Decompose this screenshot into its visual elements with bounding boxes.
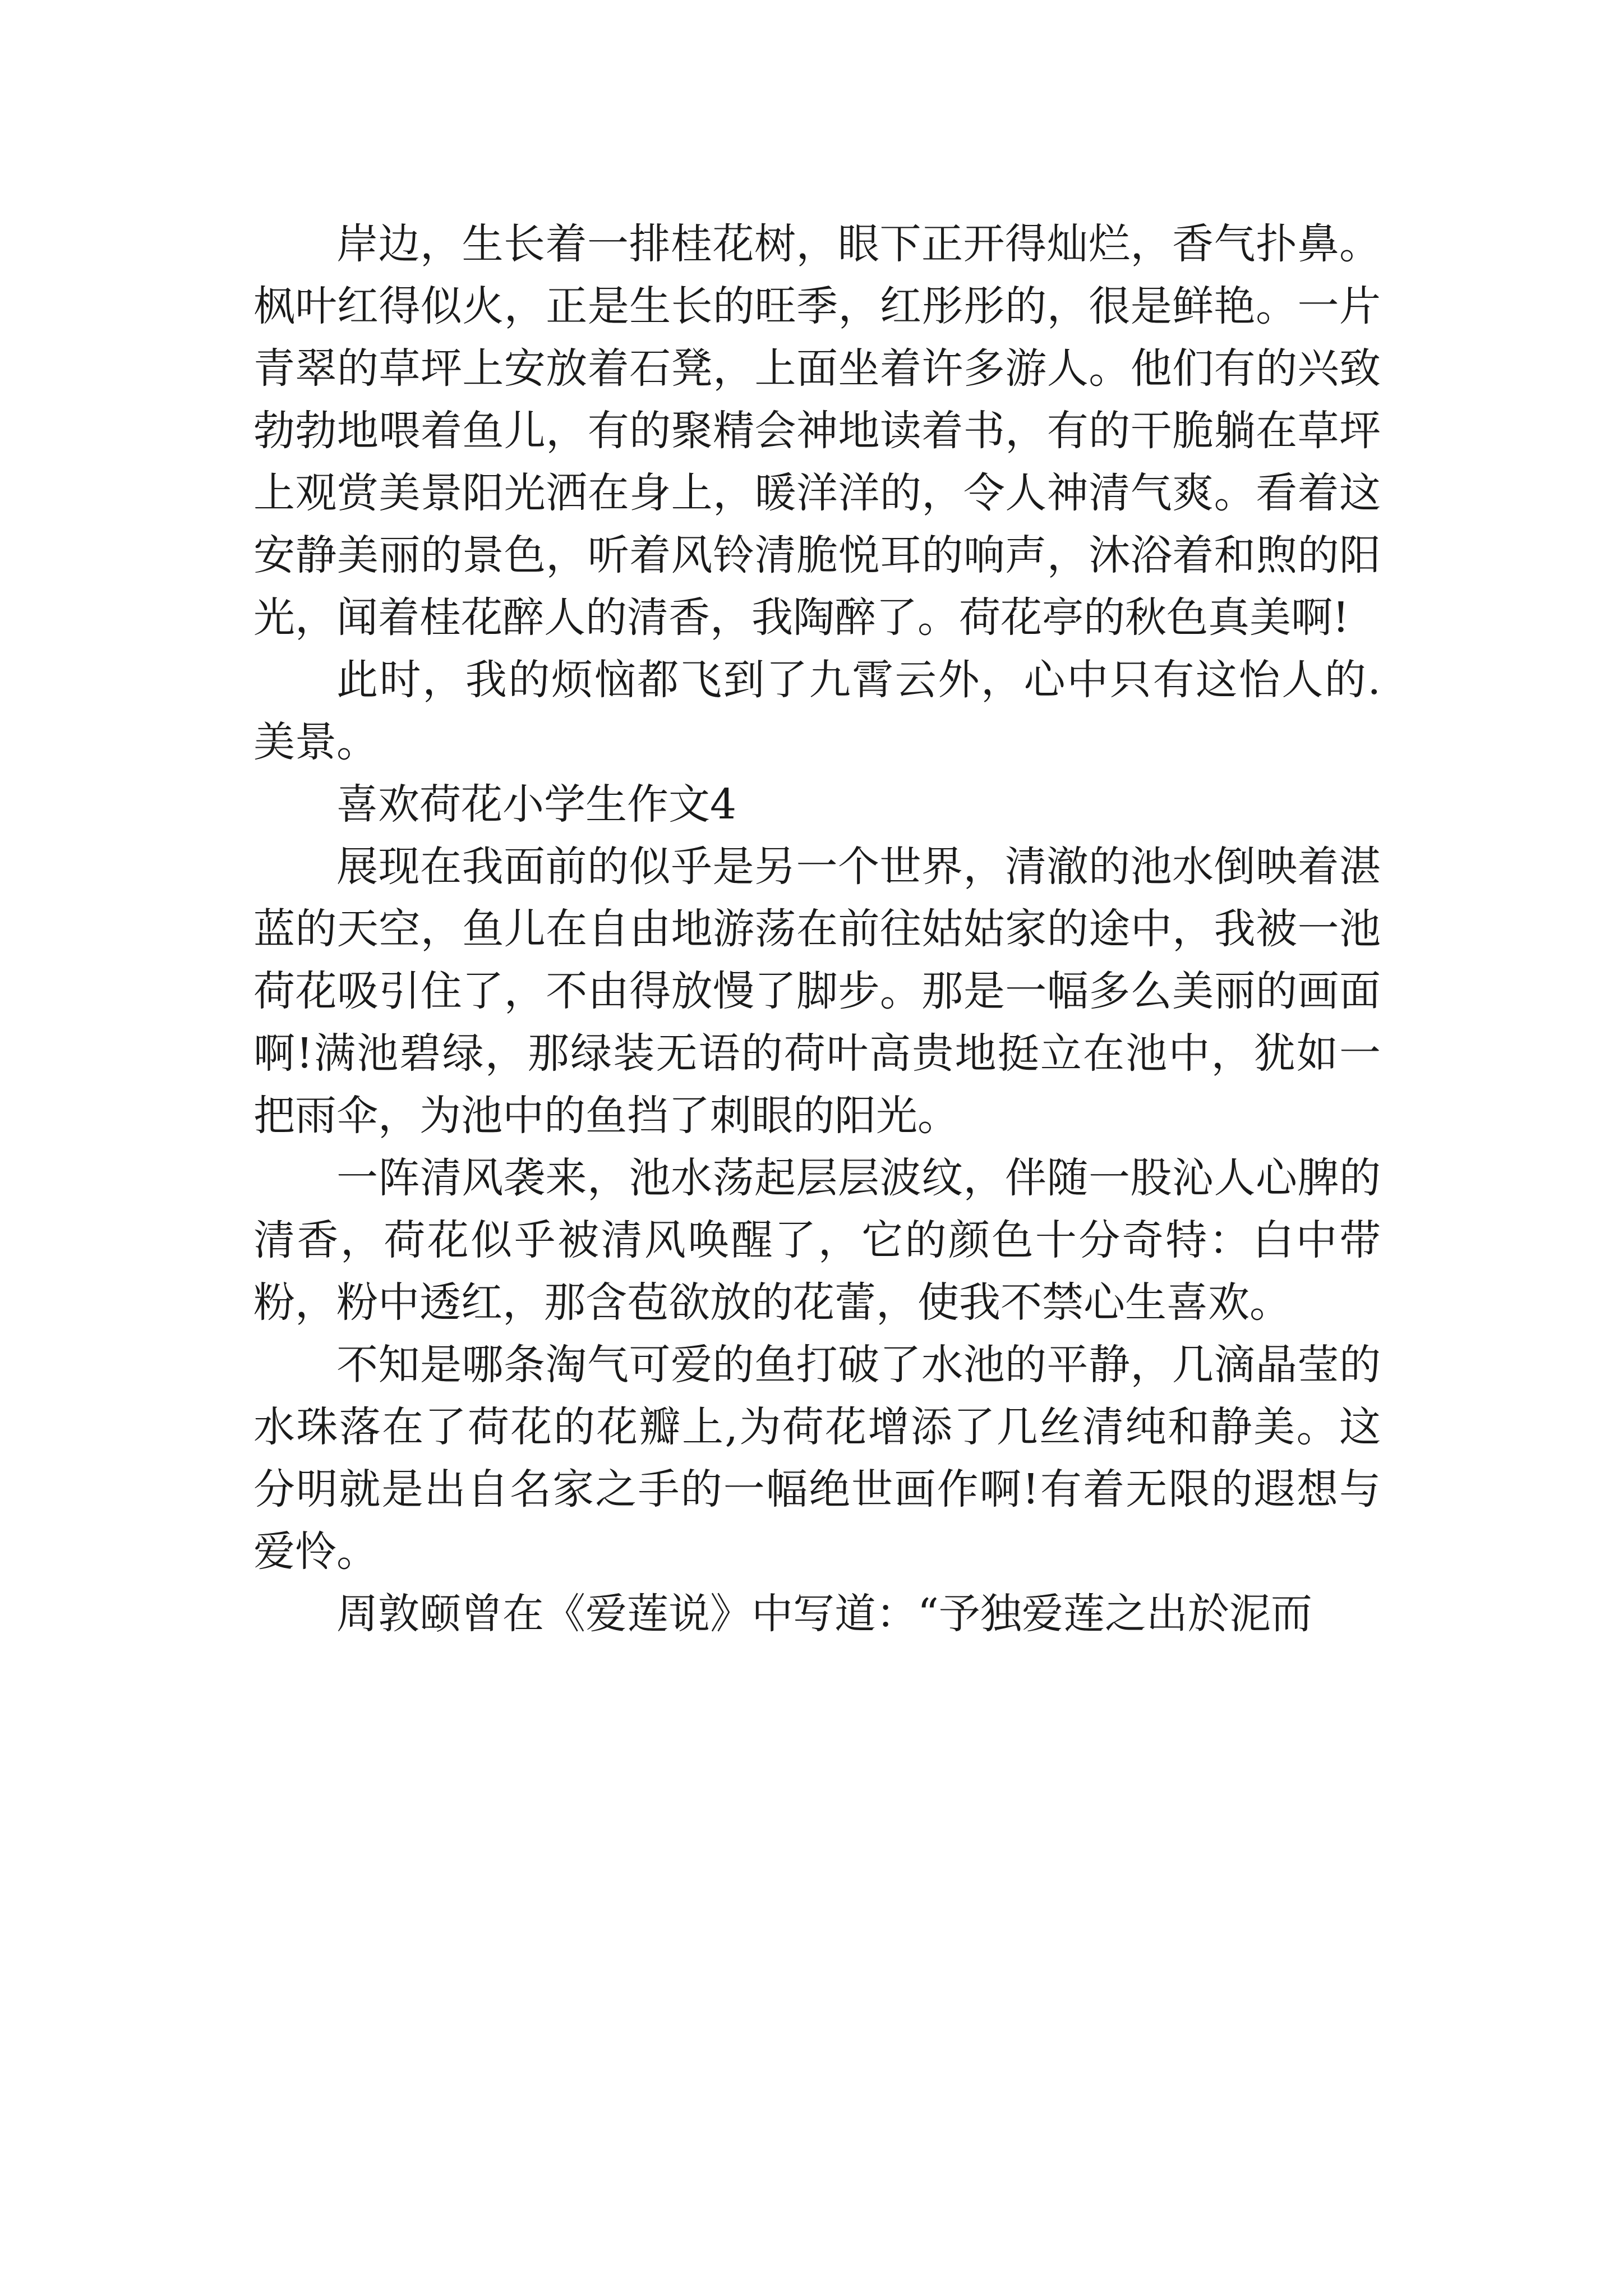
- paragraph-worries-gone: 此时，我的烦恼都飞到了九霄云外，心中只有这怡人的.美景。: [253, 656, 1381, 766]
- document-body: [253, 213, 1381, 1645]
- paragraph-ailianshuo-quote: 周敦颐曾在《爱莲说》中写道：“予独爱莲之出於泥而: [336, 1590, 1312, 1638]
- paragraph-breeze-fragrance: 一阵清风袭来，池水荡起层层波纹，伴随一股沁人心脾的清香，荷花似乎被清风唤醒了，它的颜色十分奇特：白中带粉，粉中透红，那含苞欲放的花蕾，使我不禁心生喜欢。: [253, 1154, 1381, 1327]
- paragraph-osmanthus-scene: 岸边，生长着一排桂花树，眼下正开得灿烂，香气扑鼻。枫叶红得似火，正是生长的旺季，红彤彤的，很是鲜艳。一片青翠的草坪上安放着石凳，上面坐着许多游人。他们有的兴致勃勃地喂着鱼儿，有的聚精会神地读着书，有的干脆躺在草坪上观赏美景阳光洒在身上，暖洋洋的，令人神清气爽。看着这安静美丽的景色，听着风铃清脆悦耳的响声，沐浴着和煦的阳光，闻着桂花醉人的清香，我陶醉了。荷花亭的秋色真美啊!: [253, 220, 1381, 642]
- paragraph-lotus-pond: 展现在我面前的似乎是另一个世界，清澈的池水倒映着湛蓝的天空，鱼儿在自由地游荡在前往姑姑家的途中，我被一池荷花吸引住了，不由得放慢了脚步。那是一幅多么美丽的画面啊!满池碧绿，那绿装无语的荷叶高贵地挺立在池中，犹如一把雨伞，为池中的鱼挡了刺眼的阳光。: [253, 843, 1381, 1140]
- essay-heading: 喜欢荷花小学生作文4: [336, 780, 737, 829]
- paragraph-water-drops: 不知是哪条淘气可爱的鱼打破了水池的平静，几滴晶莹的水珠落在了荷花的花瓣上,为荷花增添了几丝清纯和静美。这分明就是出自名家之手的一幅绝世画作啊!有着无限的遐想与爱怜。: [253, 1341, 1381, 1576]
